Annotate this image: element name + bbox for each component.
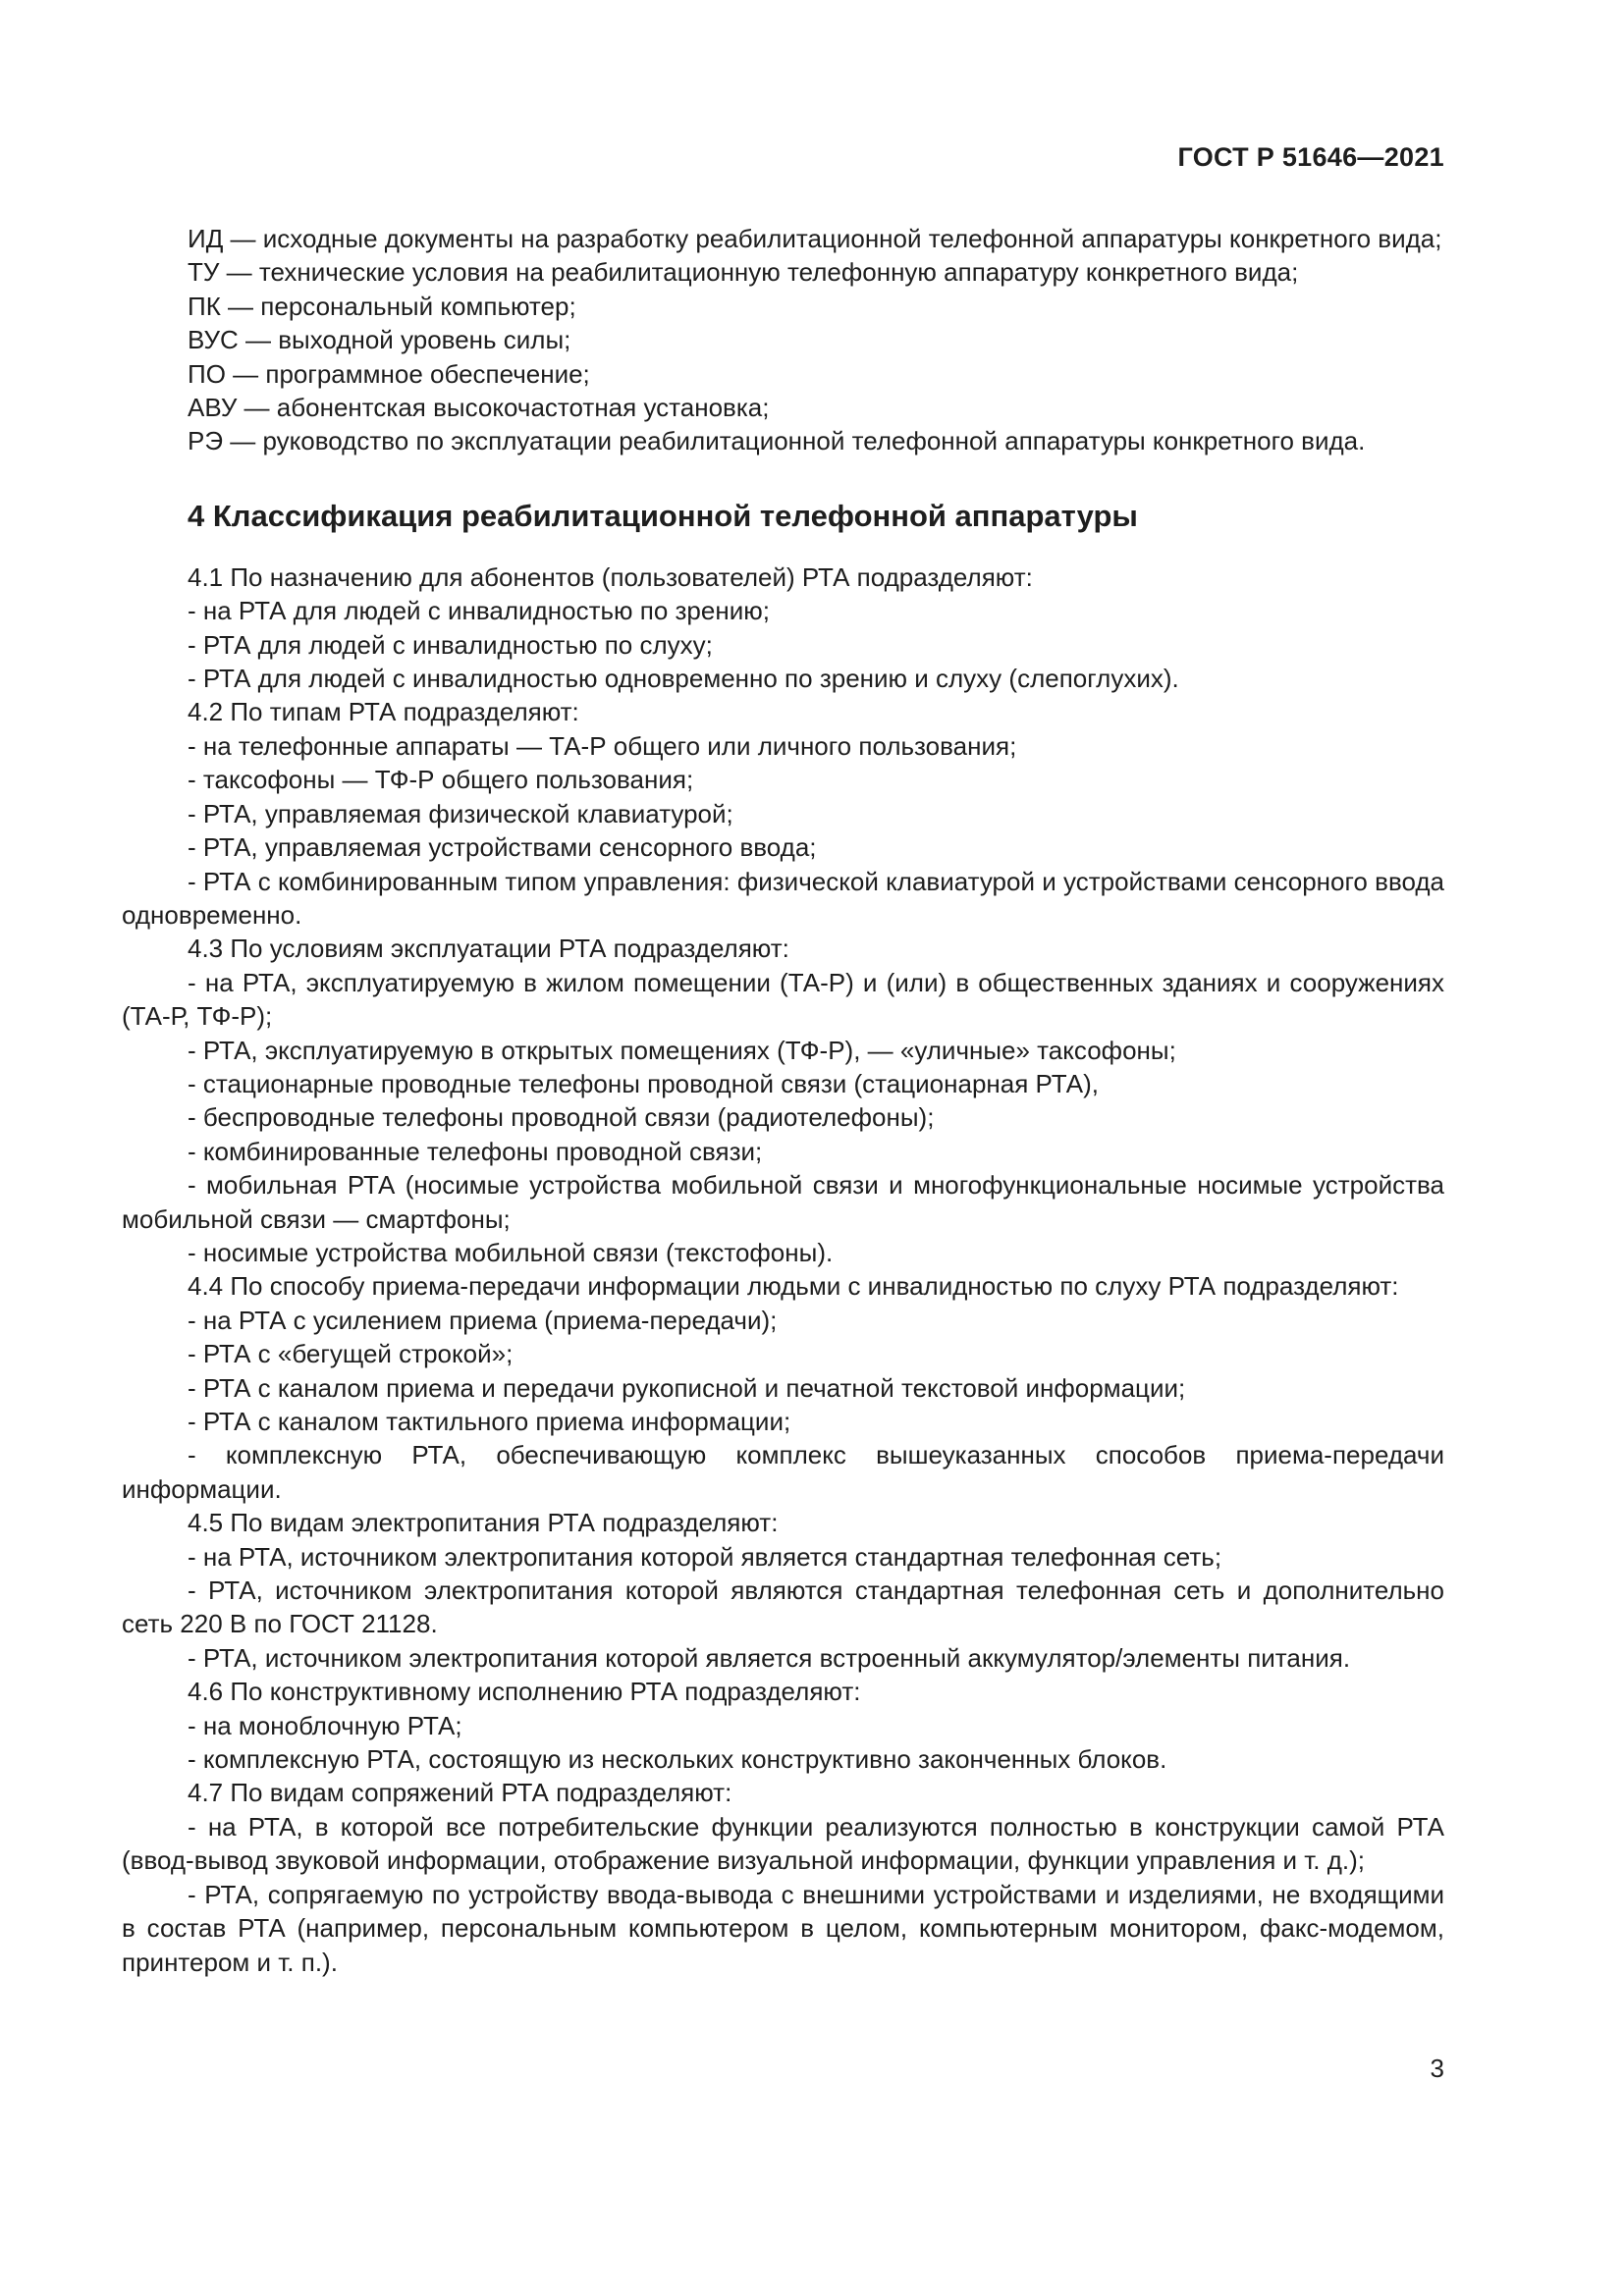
paragraph: - на РТА, источником электропитания которой является стандартная телефонная сеть; bbox=[188, 1541, 1222, 1572]
paragraph: 4.3 По условиям эксплуатации РТА подразделяют: bbox=[188, 934, 789, 964]
paragraph: 4.5 По видам электропитания РТА подразделяют: bbox=[188, 1508, 779, 1538]
paragraph: - носимые устройства мобильной связи (текстофоны). bbox=[188, 1237, 834, 1267]
paragraph: - таксофоны — ТФ-Р общего пользования; bbox=[188, 765, 694, 795]
page-content bbox=[122, 222, 1444, 1979]
paragraph: - РТА с «бегущей строкой»; bbox=[188, 1339, 514, 1369]
paragraph: - на телефонные аппараты — ТА-Р общего или личного пользования; bbox=[188, 730, 1017, 761]
abbreviation-item: ВУС — выходной уровень силы; bbox=[188, 325, 571, 355]
paragraph: - беспроводные телефоны проводной связи (радиотелефоны); bbox=[188, 1102, 935, 1133]
paragraph: - на РТА, эксплуатируемую в жилом помещении (ТА-Р) и (или) в общественных зданиях и сооружениях (ТА-Р, ТФ-Р); bbox=[122, 967, 1444, 1032]
paragraph: - РТА, управляемая физической клавиатурой; bbox=[188, 798, 733, 828]
paragraph: - комплексную РТА, состоящую из нескольких конструктивно законченных блоков. bbox=[188, 1744, 1167, 1775]
paragraph: - на РТА для людей с инвалидностью по зрению; bbox=[188, 596, 770, 626]
abbreviation-item: ТУ — технические условия на реабилитационную телефонную аппаратуру конкретного вида; bbox=[188, 257, 1299, 288]
paragraph: - на РТА с усилением приема (приема-передачи); bbox=[188, 1305, 778, 1335]
standard-code-header: ГОСТ Р 51646—2021 bbox=[1177, 142, 1444, 172]
paragraph: 4.4 По способу приема-передачи информации людьми с инвалидностью по слуху РТА подразделяют: bbox=[188, 1271, 1399, 1302]
paragraph: - РТА, сопрягаемую по устройству ввода-вывода с внешними устройствами и изделиями, не входящими в состав РТА (например, персональным компьютером в целом, компьютерным монитором, факс-модемом, принтером и т. п.). bbox=[122, 1879, 1444, 1977]
paragraph: - мобильная РТА (носимые устройства мобильной связи и многофункциональные носимые устройства мобильной связи — смартфоны; bbox=[122, 1170, 1444, 1234]
paragraph: - РТА, источником электропитания которой являются стандартная телефонная сеть и дополнительно сеть 220 В по ГОСТ 21128. bbox=[122, 1575, 1444, 1639]
section-body bbox=[122, 561, 1444, 1979]
paragraph: - стационарные проводные телефоны проводной связи (стационарная РТА), bbox=[188, 1068, 1099, 1098]
paragraph: - РТА с комбинированным типом управления: физической клавиатурой и устройствами сенсорного ввода одновременно. bbox=[122, 866, 1444, 930]
paragraph: 4.7 По видам сопряжений РТА подразделяют: bbox=[188, 1778, 732, 1808]
paragraph: - РТА, эксплуатируемую в открытых помещениях (ТФ-Р), — «уличные» таксофоны; bbox=[188, 1035, 1176, 1065]
abbreviation-item: АВУ — абонентская высокочастотная установка; bbox=[188, 393, 770, 423]
paragraph: - РТА для людей с инвалидностью одновременно по зрению и слуху (слепоглухих). bbox=[188, 664, 1179, 694]
paragraph: - РТА, управляемая устройствами сенсорного ввода; bbox=[188, 832, 817, 863]
section-title: 4 Классификация реабилитационной телефонной аппаратуры bbox=[188, 498, 1138, 533]
paragraph: 4.1 По назначению для абонентов (пользователей) РТА подразделяют: bbox=[188, 561, 1033, 592]
paragraph: - РТА для людей с инвалидностью по слуху; bbox=[188, 629, 713, 660]
abbreviations-list bbox=[122, 222, 1444, 458]
paragraph: 4.6 По конструктивному исполнению РТА подразделяют: bbox=[188, 1677, 861, 1707]
paragraph: - на РТА, в которой все потребительские функции реализуются полностью в конструкции самой РТА (ввод-вывод звуковой информации, отображение визуальной информации, функции управления и т. д.); bbox=[122, 1811, 1444, 1876]
abbreviation-item: ИД — исходные документы на разработку реабилитационной телефонной аппаратуры конкретного вида; bbox=[188, 224, 1442, 253]
abbreviation-item: РЭ — руководство по эксплуатации реабилитационной телефонной аппаратуры конкретного вида. bbox=[188, 426, 1366, 456]
paragraph: - РТА с каналом тактильного приема информации; bbox=[188, 1407, 791, 1436]
paragraph: 4.2 По типам РТА подразделяют: bbox=[188, 697, 579, 727]
paragraph: - РТА с каналом приема и передачи рукописной и печатной текстовой информации; bbox=[188, 1372, 1186, 1403]
paragraph: - комбинированные телефоны проводной связи; bbox=[188, 1136, 763, 1166]
paragraph: - РТА, источником электропитания которой является встроенный аккумулятор/элементы питания. bbox=[188, 1642, 1351, 1673]
abbreviation-item: ПК — персональный компьютер; bbox=[188, 291, 576, 321]
page-number: 3 bbox=[1430, 2054, 1444, 2083]
paragraph: - на моноблочную РТА; bbox=[188, 1710, 462, 1740]
abbreviation-item: ПО — программное обеспечение; bbox=[188, 358, 590, 389]
paragraph: - комплексную РТА, обеспечивающую комплекс вышеуказанных способов приема-передачи информации. bbox=[122, 1440, 1444, 1504]
